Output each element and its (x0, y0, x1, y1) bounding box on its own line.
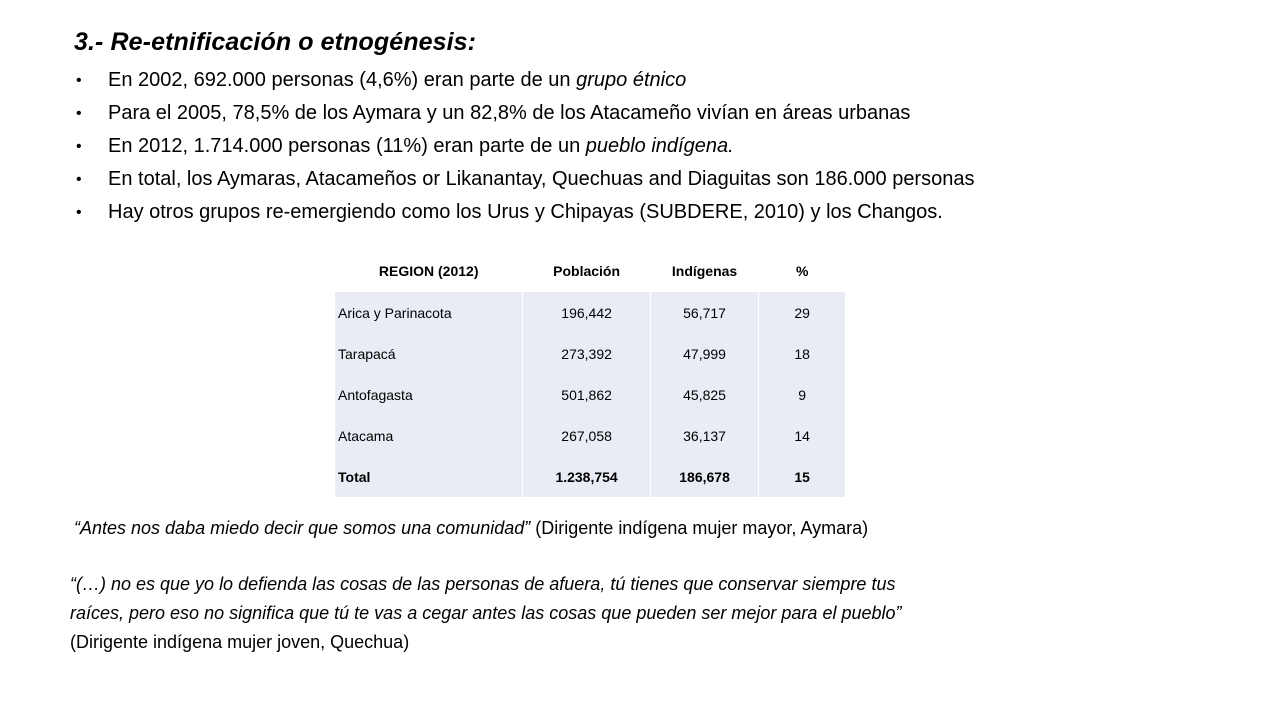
quote-attribution: (Dirigente indígena mujer mayor, Aymara) (530, 518, 869, 538)
slide-title: 3.- Re-etnificación o etnogénesis: (74, 28, 477, 56)
table-row (335, 292, 846, 334)
column-header-indigenas: Indígenas (650, 250, 759, 292)
cell-indigenas: 47,999 (650, 333, 759, 374)
bullet-icon: • (76, 204, 82, 221)
bullet-icon: • (76, 72, 82, 89)
cell-total-indigenas: 186,678 (650, 456, 759, 497)
bullet-item: • En 2002, 692.000 personas (4,6%) eran parte de un grupo étnico (74, 64, 974, 97)
cell-region: Antofagasta (335, 374, 523, 415)
cell-region: Tarapacá (335, 333, 523, 374)
bullet-icon: • (76, 138, 82, 155)
cell-poblacion: 273,392 (523, 333, 650, 374)
bullet-list (74, 64, 974, 229)
cell-percent: 9 (759, 374, 846, 415)
cell-total-poblacion: 1.238,754 (523, 456, 650, 497)
cell-total-label: Total (335, 456, 523, 497)
cell-region: Arica y Parinacota (335, 292, 523, 334)
column-header-poblacion: Población (523, 250, 650, 292)
bullet-item: • En total, los Aymaras, Atacameños or Likanantay, Quechuas and Diaguitas son 186.000 personas (74, 163, 974, 196)
bullet-icon: • (76, 105, 82, 122)
cell-indigenas: 45,825 (650, 374, 759, 415)
column-header-region: REGION (2012) (335, 250, 523, 292)
cell-percent: 29 (759, 292, 846, 334)
region-population-table (334, 250, 846, 497)
table-total-row (335, 456, 846, 497)
column-header-percent: % (759, 250, 846, 292)
cell-total-percent: 15 (759, 456, 846, 497)
cell-percent: 14 (759, 415, 846, 456)
cell-poblacion: 267,058 (523, 415, 650, 456)
quote-line: raíces, pero eso no significa que tú te vas a cegar antes las cosas que pueden ser mejor para el pueblo” (70, 603, 902, 623)
quote-text: “Antes nos daba miedo decir que somos una comunidad” (74, 518, 531, 538)
quote-line: “(…) no es que yo lo defienda las cosas de las personas de afuera, tú tienes que conservar siempre tus (70, 574, 896, 594)
cell-poblacion: 501,862 (523, 374, 650, 415)
bullet-icon: • (76, 171, 82, 188)
cell-poblacion: 196,442 (523, 292, 650, 334)
quote-attribution: (Dirigente indígena mujer joven, Quechua) (70, 632, 410, 652)
cell-percent: 18 (759, 333, 846, 374)
bullet-item: • En 2012, 1.714.000 personas (11%) eran parte de un pueblo indígena. (74, 130, 974, 163)
cell-indigenas: 56,717 (650, 292, 759, 334)
table-header-row (335, 250, 846, 292)
table-row (335, 415, 846, 456)
table-row (335, 333, 846, 374)
cell-indigenas: 36,137 (650, 415, 759, 456)
quote-aymara (74, 518, 868, 539)
cell-region: Atacama (335, 415, 523, 456)
quote-quechua (70, 570, 902, 657)
bullet-item: • Hay otros grupos re-emergiendo como los Urus y Chipayas (SUBDERE, 2010) y los Changos. (74, 196, 974, 229)
table-row (335, 374, 846, 415)
bullet-item: • Para el 2005, 78,5% de los Aymara y un 82,8% de los Atacameño vivían en áreas urbanas (74, 97, 974, 130)
